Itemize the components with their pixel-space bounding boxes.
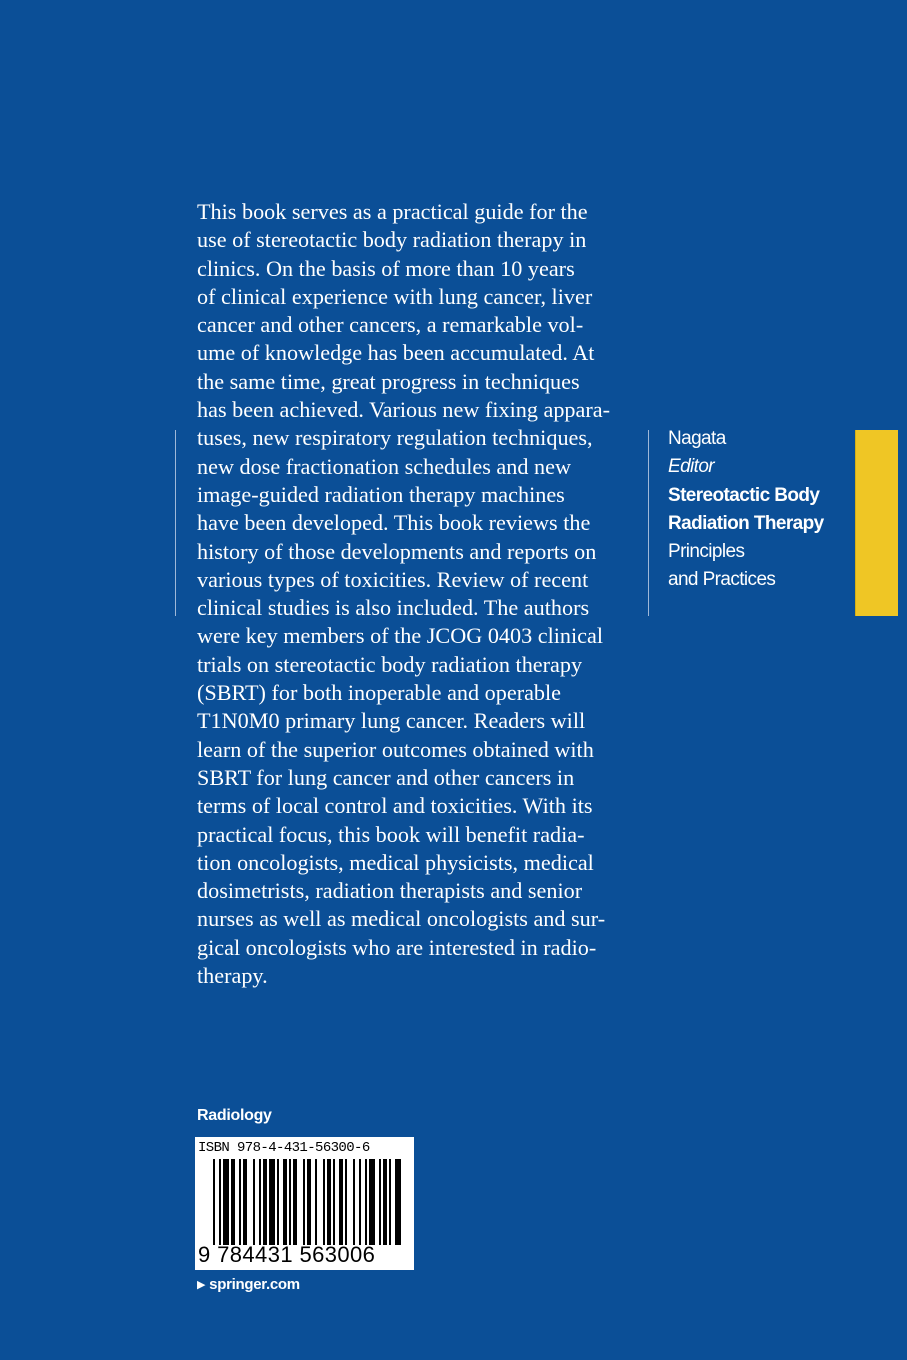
yellow-accent-bar <box>855 430 898 616</box>
blurb-line: were key members of the JCOG 0403 clinical <box>197 623 604 649</box>
blurb-line: image-guided radiation therapy machines <box>197 481 565 507</box>
book-subtitle-line-1: Principles <box>668 541 745 563</box>
subject-category: Radiology <box>197 1107 272 1124</box>
barcode-bar <box>333 1159 335 1245</box>
barcode-bar <box>277 1159 279 1245</box>
blurb-line: trials on stereotactic body radiation therapy <box>197 651 583 677</box>
book-info-panel <box>668 425 824 595</box>
barcode-bar <box>259 1159 261 1245</box>
barcode-bar <box>269 1159 275 1245</box>
blurb-line: cancer and other cancers, a remarkable vol- <box>197 312 584 338</box>
barcode-bar <box>369 1159 375 1245</box>
barcode-bar <box>379 1159 381 1245</box>
barcode-bar <box>339 1159 343 1245</box>
blurb-line: tion oncologists, medical physicists, medical <box>197 849 594 875</box>
author-name: Nagata <box>668 428 726 449</box>
blurb-line: T1N0M0 primary lung cancer. Readers will <box>197 708 586 734</box>
barcode-bar <box>223 1159 229 1245</box>
barcode-bar <box>395 1159 401 1245</box>
barcode-bar <box>307 1159 311 1245</box>
barcode-bar <box>303 1159 305 1245</box>
right-divider <box>648 430 649 616</box>
barcode-bars <box>213 1159 403 1245</box>
barcode-bar <box>289 1159 291 1245</box>
left-divider <box>175 430 176 616</box>
blurb-line: of clinical experience with lung cancer, liver <box>197 283 593 309</box>
barcode-bar <box>345 1159 347 1245</box>
book-subtitle-line-2: and Practices <box>668 569 776 591</box>
barcode-bar <box>353 1159 355 1245</box>
back-cover-blurb <box>197 198 629 990</box>
blurb-line: gical oncologists who are interested in radio- <box>197 934 597 960</box>
blurb-line: ume of knowledge has been accumulated. At <box>197 340 595 366</box>
arrow-right-icon: ▶ <box>197 1279 206 1291</box>
blurb-line: terms of local control and toxicities. With its <box>197 793 593 819</box>
isbn-barcode <box>195 1137 414 1270</box>
barcode-bar <box>293 1159 297 1245</box>
barcode-bar <box>243 1159 247 1245</box>
barcode-bar <box>389 1159 391 1245</box>
publisher-link-text: springer.com <box>209 1276 300 1293</box>
barcode-bar <box>253 1159 255 1245</box>
barcode-bar <box>213 1159 215 1245</box>
ean-digits: 9 784431 563006 <box>198 1242 376 1267</box>
book-title-line-1: Stereotactic Body <box>668 484 820 506</box>
blurb-line: clinics. On the basis of more than 10 years <box>197 255 575 281</box>
barcode-bar <box>327 1159 331 1245</box>
blurb-line: have been developed. This book reviews the <box>197 510 591 536</box>
blurb-line: (SBRT) for both inoperable and operable <box>197 680 562 706</box>
barcode-bar <box>365 1159 367 1245</box>
barcode-bar <box>263 1159 267 1245</box>
barcode-bar <box>323 1159 325 1245</box>
blurb-line: various types of toxicities. Review of recent <box>197 566 589 592</box>
blurb-line: dosimetrists, radiation therapists and senior <box>197 878 583 904</box>
blurb-line: use of stereotactic body radiation therapy in <box>197 227 587 253</box>
blurb-line: the same time, great progress in techniques <box>197 368 580 394</box>
blurb-line: practical focus, this book will benefit radia- <box>197 821 585 847</box>
isbn-label: ISBN 978-4-431-56300-6 <box>198 1140 370 1156</box>
blurb-line: has been achieved. Various new fixing appara- <box>197 397 610 423</box>
blurb-line: SBRT for lung cancer and other cancers in <box>197 764 575 790</box>
blurb-line: new dose fractionation schedules and new <box>197 453 571 479</box>
blurb-line: therapy. <box>197 963 268 989</box>
editor-role: Editor <box>668 456 715 478</box>
barcode-bar <box>219 1159 221 1245</box>
barcode-bar <box>359 1159 361 1245</box>
barcode-bar <box>283 1159 287 1245</box>
blurb-line: clinical studies is also included. The authors <box>197 595 590 621</box>
blurb-line: This book serves as a practical guide for the <box>197 199 588 224</box>
blurb-line: history of those developments and reports on <box>197 538 597 564</box>
blurb-line: tuses, new respiratory regulation techniques, <box>197 425 593 451</box>
barcode-bar <box>383 1159 387 1245</box>
publisher-link[interactable] <box>197 1276 300 1293</box>
blurb-line: learn of the superior outcomes obtained with <box>197 736 594 762</box>
book-title-line-2: Radiation Therapy <box>668 512 824 534</box>
barcode-bar <box>315 1159 317 1245</box>
blurb-line: nurses as well as medical oncologists and sur- <box>197 906 606 932</box>
barcode-bar <box>231 1159 235 1245</box>
barcode-bar <box>239 1159 241 1245</box>
